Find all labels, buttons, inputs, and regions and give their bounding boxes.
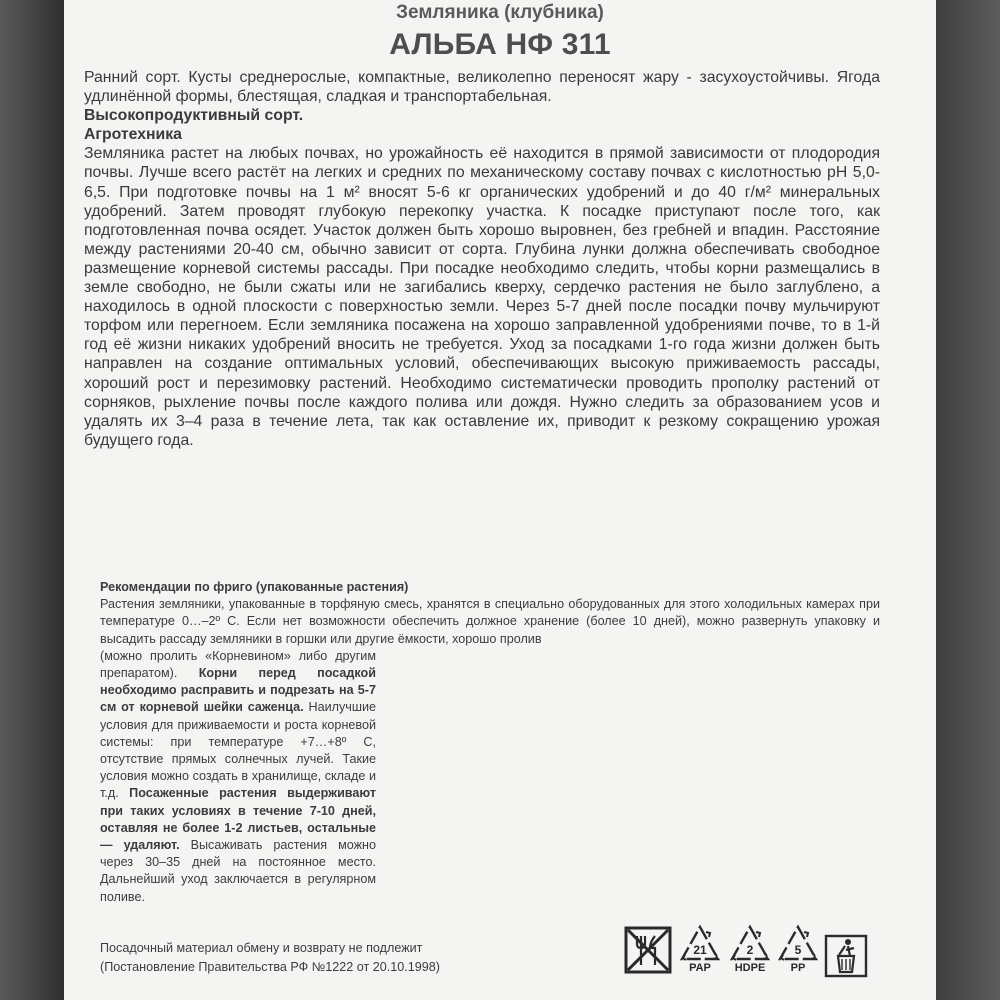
fridge-conditions: Наилучшие условия для приживаемости и роста корневой системы: при температуре +7…+8º С, отсутствие прямых солнечных лучей. Такие условия можно создать в хранилище, складе и т.д. (100, 700, 376, 801)
no-return-text: Посадочный материал обмену и возврату не подлежит (100, 941, 423, 955)
recycle-number: 21 (693, 943, 707, 957)
background-right-edge (936, 0, 1000, 1000)
recycle-code-label: PAP (689, 962, 711, 974)
recycle-number: 2 (746, 943, 754, 957)
agrotech-text: Земляника растет на любых почвах, но урожайность её находится в прямой зависимости от плодородия почвы. Лучше всего растёт на легких и средних по механическому составу почвах с кислотностью рН 5,0-6,5. При подготовке почвы на 1 м² вносят 5-6 кг органических удобрений и до 40 г/м² минеральных удобрений. Затем проводят глубокую перекопку участка. К посадке приступают после того, как подготовленная почва осядет. Участок должен быть хорошо выровнен, без гребней и впадин. Расстояние между растениями 20-40 см, обычно зависит от сорта. Глубина лунки должна обеспечивать свободное размещение корневой системы рассады. При посадке необходимо следить, чтобы корни размещались в земле свободно, не были сжаты или не загибались кверху, сердечко растения не было заглублено, а находилось в одной плоскости с поверхностью земли. Через 5-7 дней после посадки почву мульчируют торфом или перегноем. Если земляника посажена на хорошо заправленной удобрениями почве, то в 1-й год её жизни никаких удобрений вносить не требуется. Уход за посадками 1-го года жизни должен быть направлен на создание оптимальных условий, обеспечивающих высокую приживаемость рассады, хороший рост и перезимовку растений. Необходимо систематически проводить прополку растений от сорняков, рыхление почвы после каждого полива или дождя. Нужно следить за образованием усов и удалять их 3–4 раза в течение лета, так как оставление их, приводит к резкому сокращению урожая будущего года. (84, 145, 880, 449)
background-left-edge (0, 0, 64, 1000)
trash-bin-icon (824, 934, 868, 978)
recycle-number: 5 (794, 943, 802, 957)
fridge-planted-note: Посаженные растения выдерживают при таких условиях в течение 7-10 дней, оставляя не более 1-2 листьев, остальные — удаляют. (100, 786, 376, 853)
fridge-roots-note: Корни перед посадкой необходимо расправить и подрезать на 5-7 см от корневой шейки саженца. (100, 666, 376, 715)
fridge-intro: Растения земляники, упакованные в торфяную смесь, хранятся в специально оборудованных для этого холодильных камерах при температуре 0…–2º С. Если нет возможности обеспечить должное хранение (более 10 дней), можно развернуть упаковку и высадить рассаду земляники в горшки или другие ёмкости, хорошо пролив (100, 597, 880, 646)
regulation-reference: (Постановление Правительства РФ №1222 от 20.10.1998) (100, 960, 440, 974)
recycle-hdpe-symbol (728, 924, 772, 978)
recycle-pap-symbol (678, 924, 722, 978)
recycle-triangle-icon (678, 924, 722, 964)
no-food-contact-icon (624, 926, 672, 974)
recycle-code-label: PP (790, 962, 806, 974)
recycle-pp-symbol (776, 924, 820, 978)
fridge-recommendations (100, 579, 880, 906)
recycle-code-label: HDPE (734, 962, 766, 974)
description-block (84, 68, 880, 450)
variety-description: Ранний сорт. Кусты среднерослые, компактные, великолепно переносят жару - засухоустойчивы. Ягода удлинённой формы, блестящая, сладкая и транспортабельная. (84, 69, 880, 106)
productivity-note: Высокопродуктивный сорт. (84, 107, 304, 125)
return-policy-note (100, 939, 560, 977)
seed-packet-back (64, 0, 936, 1000)
fridge-column (100, 648, 376, 906)
agrotech-heading: Агротехника (84, 126, 182, 144)
product-title: АЛЬБА НФ 311 (389, 28, 611, 61)
recycle-triangle-icon (776, 924, 820, 964)
fridge-text-start: (можно пролить «Корневином» либо другим препаратом). (100, 648, 376, 681)
fridge-heading: Рекомендации по фриго (упакованные растения) (100, 580, 409, 594)
fridge-text-end: Высаживать растения можно через 30–35 дней на постоянное место. Дальнейший уход заключается в регулярном поливе. (100, 838, 377, 904)
product-subtitle: Земляника (клубника) (396, 2, 604, 23)
recycle-triangle-icon (728, 924, 772, 964)
